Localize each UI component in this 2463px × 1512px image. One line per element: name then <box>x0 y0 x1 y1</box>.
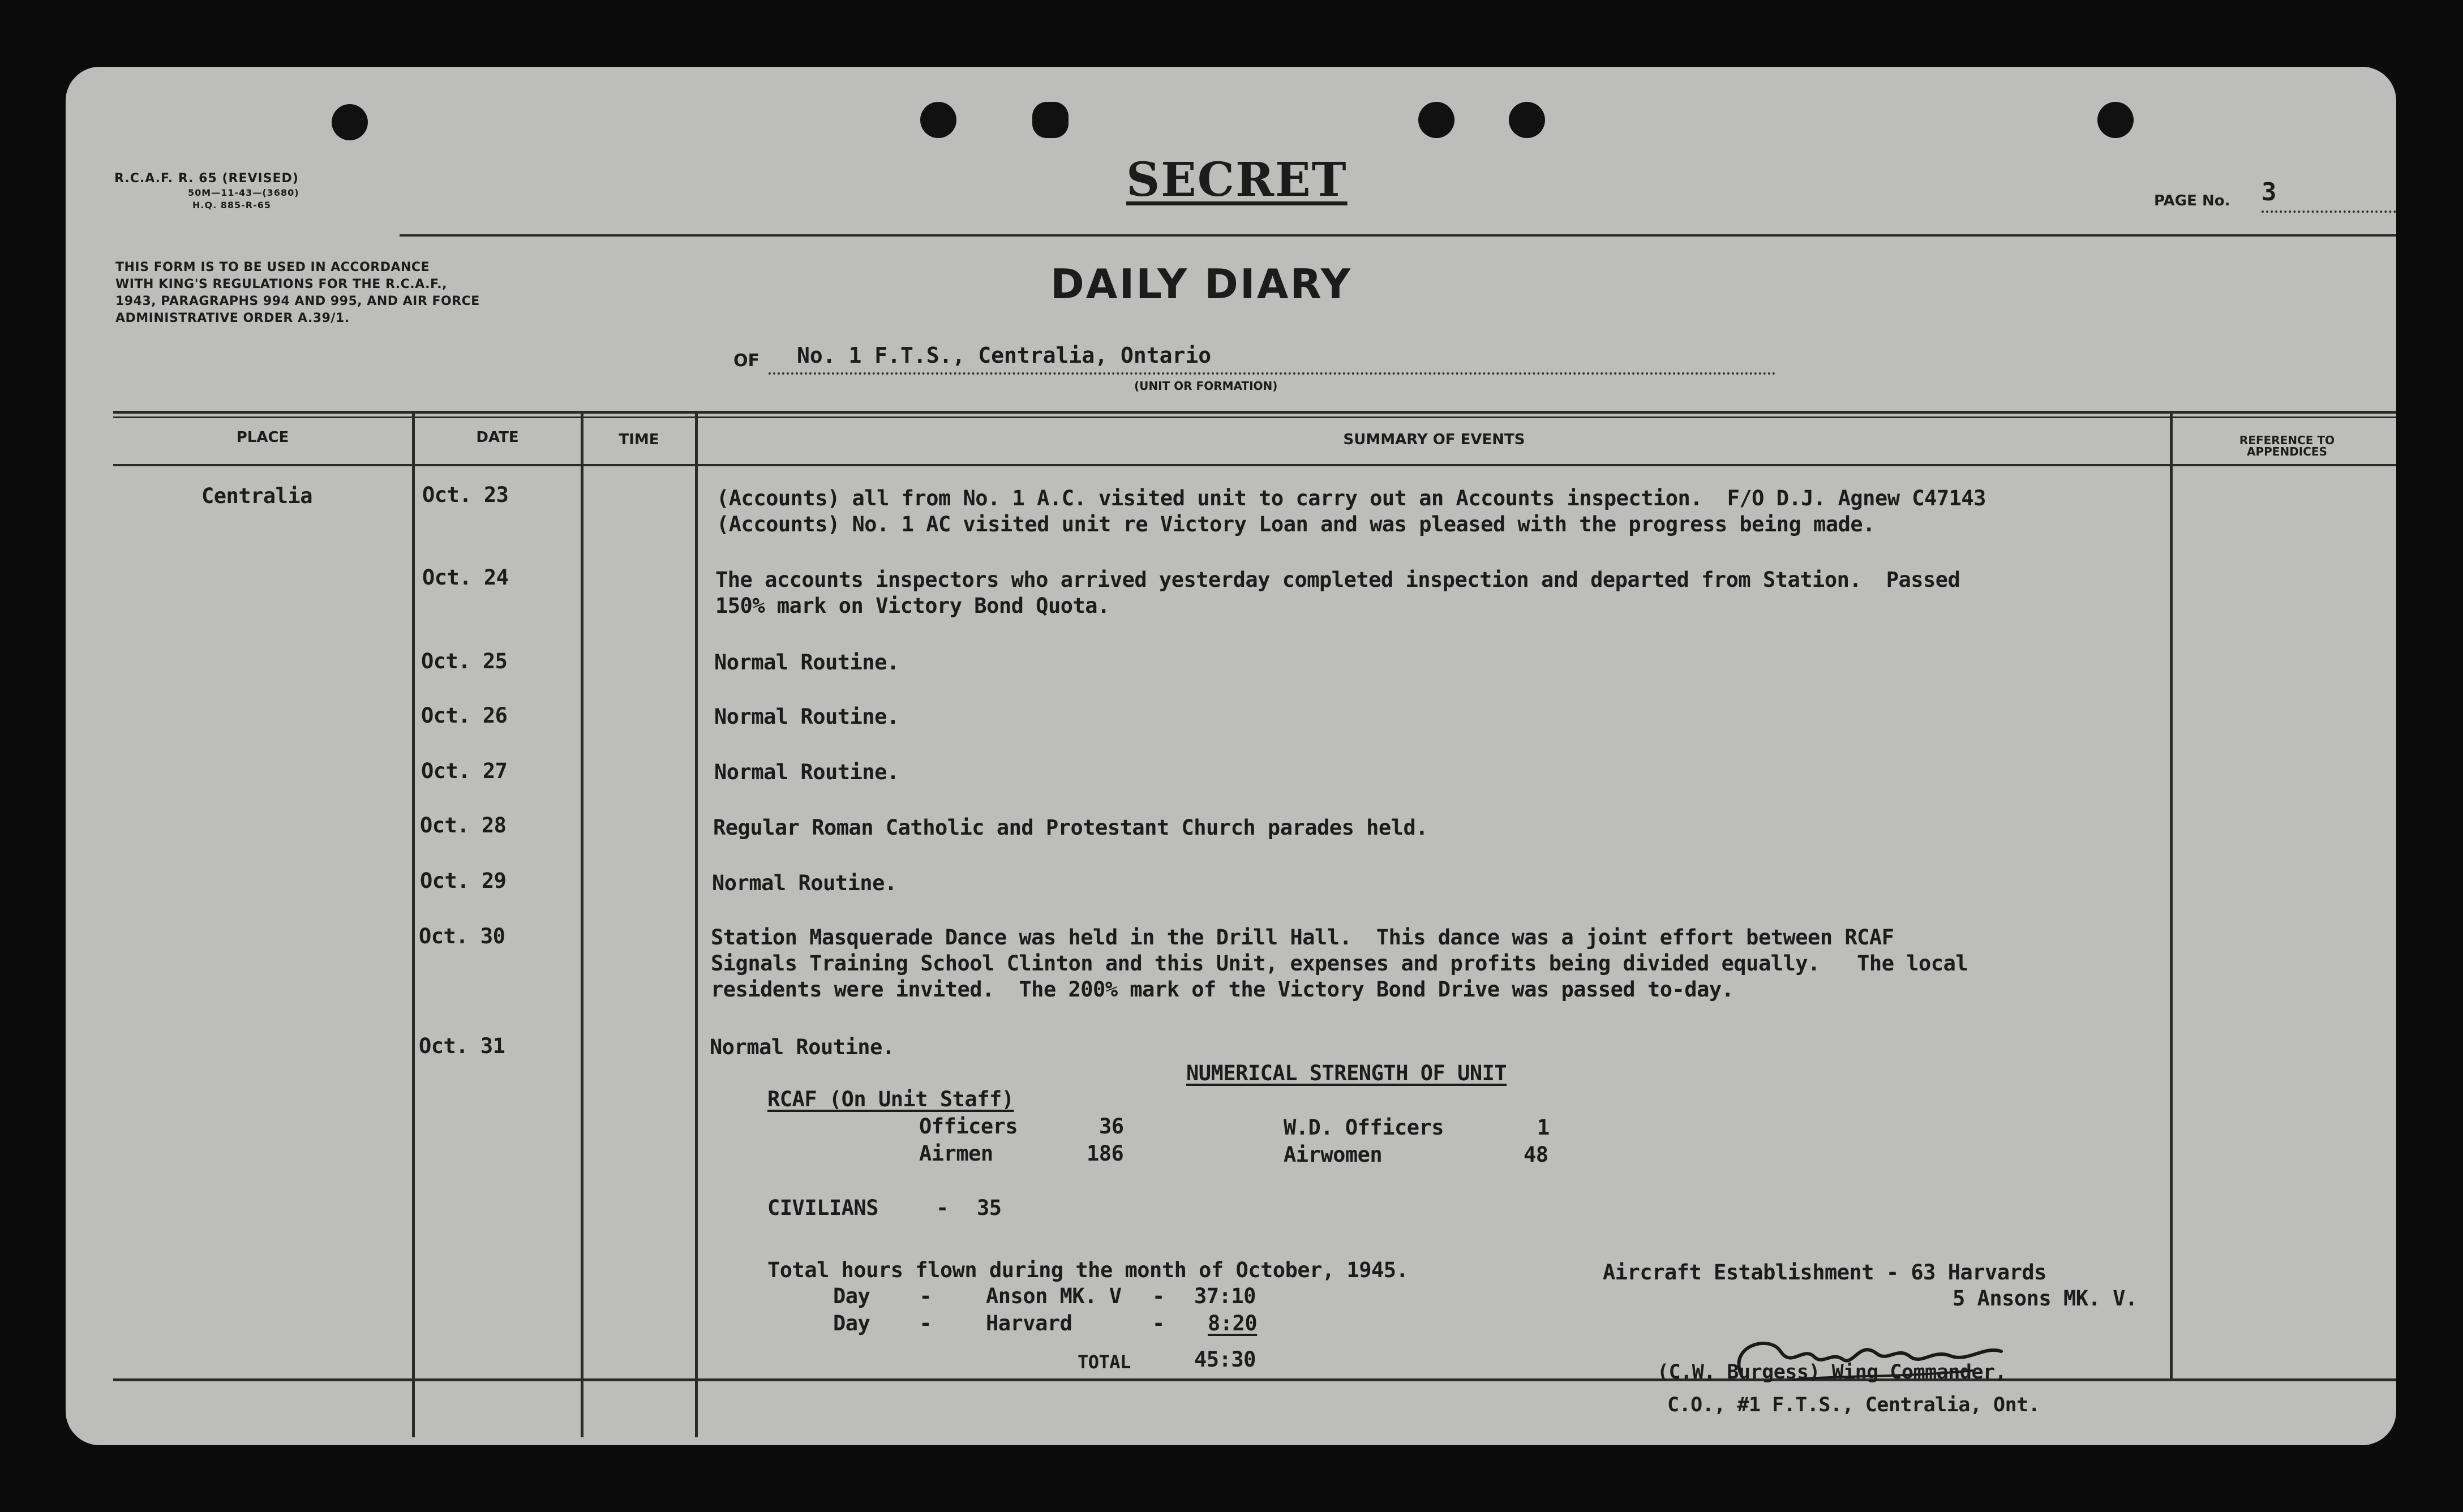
form-number: R.C.A.F. R. 65 (REVISED) <box>114 171 299 186</box>
officers-label: Officers <box>919 1114 1018 1139</box>
entry-date: Oct. 24 <box>422 565 509 590</box>
flying-row-type: Anson MK. V <box>986 1284 1122 1308</box>
page-number-value: 3 <box>2262 178 2277 207</box>
airmen-value: 186 <box>1087 1141 1124 1166</box>
notice-line: THIS FORM IS TO BE USED IN ACCORDANCE <box>115 260 430 274</box>
rcaf-label: RCAF (On Unit Staff) <box>767 1087 1014 1111</box>
airmen-label: Airmen <box>919 1141 993 1166</box>
table-header-rule <box>113 464 2396 466</box>
entry-date: Oct. 29 <box>420 869 507 893</box>
reference-header-line: REFERENCE TO <box>2239 433 2335 447</box>
civilians-label: CIVILIANS <box>767 1196 878 1220</box>
form-code: 50M—11-43—(3680) <box>188 187 299 198</box>
flying-row-hours: 8:20 <box>1208 1311 1258 1335</box>
flying-row-dash: - <box>1152 1311 1165 1335</box>
signature-title: C.O., #1 F.T.S., Centralia, Ont. <box>1667 1394 2040 1416</box>
flying-total-line: Total hours flown during the month of October, 1945. <box>767 1258 1409 1282</box>
civilians-dash: - <box>936 1196 949 1220</box>
airwomen-label: Airwomen <box>1284 1142 1383 1167</box>
entry-text: Regular Roman Catholic and Protestant Church parades held. <box>713 815 1428 840</box>
notice-line: WITH KING'S REGULATIONS FOR THE R.C.A.F., <box>115 277 447 291</box>
entry-text: The accounts inspectors who arrived yesterday completed inspection and departed from Station. Passed <box>715 568 1960 592</box>
entry-date: Oct. 25 <box>421 649 508 673</box>
flying-row-hours: 37:10 <box>1194 1284 1256 1308</box>
header-rule <box>400 234 2396 237</box>
flying-row-dash: - <box>1152 1284 1165 1308</box>
unit-name: No. 1 F.T.S., Centralia, Ontario <box>797 343 1212 368</box>
diary-form-card <box>66 67 2396 1445</box>
punch-hole <box>920 102 956 138</box>
column-header-reference <box>2174 435 2396 457</box>
page-number-line <box>2262 211 2396 213</box>
entry-date: Oct. 28 <box>420 813 507 837</box>
entry-text: Normal Routine. <box>712 871 897 895</box>
punch-hole <box>1509 102 1545 138</box>
aircraft-establishment: 5 Ansons MK. V. <box>1953 1286 2138 1311</box>
table-bottom-rule <box>113 1378 2396 1381</box>
punch-hole <box>2097 102 2134 138</box>
column-divider <box>412 413 415 1437</box>
entry-text: (Accounts) No. 1 AC visited unit re Victory Loan and was pleased with the progress being made. <box>716 512 1875 536</box>
flying-total-label: TOTAL <box>1078 1351 1131 1373</box>
flying-total-hours: 45:30 <box>1194 1347 1256 1372</box>
entry-text: Signals Training School Clinton and this Unit, expenses and profits being divided equally. The local <box>711 951 1968 976</box>
column-divider <box>2170 413 2173 1381</box>
flying-row-type: Harvard <box>986 1311 1072 1335</box>
column-divider <box>581 413 583 1437</box>
form-code: H.Q. 885-R-65 <box>192 200 271 211</box>
entry-text: (Accounts) all from No. 1 A.C. visited unit to carry out an Accounts inspection. F/O D.J. Agnew C47143 <box>716 486 1986 510</box>
wd-officers-value: 1 <box>1537 1115 1550 1140</box>
reference-header-line: APPENDICES <box>2247 445 2327 458</box>
flying-row-label: Day - <box>833 1311 932 1335</box>
wd-officers-label: W.D. Officers <box>1284 1115 1444 1140</box>
flying-row-label: Day - <box>833 1284 932 1308</box>
page-number-label: PAGE No. <box>2154 192 2230 209</box>
punch-hole <box>332 104 368 140</box>
column-header-time: TIME <box>619 431 659 448</box>
entry-text: Station Masquerade Dance was held in the Drill Hall. This dance was a joint effort between RCAF <box>711 925 1894 950</box>
column-header-summary: SUMMARY OF EVENTS <box>1343 431 1525 448</box>
table-top-rule <box>113 411 2396 414</box>
unit-line <box>769 372 1776 375</box>
column-divider <box>695 413 698 1437</box>
civilians-value: 35 <box>977 1196 1002 1220</box>
notice-line: ADMINISTRATIVE ORDER A.39/1. <box>115 311 350 325</box>
place-value: Centralia <box>201 484 312 508</box>
column-header-date: DATE <box>476 429 519 446</box>
table-top-rule <box>113 416 2396 418</box>
airwomen-value: 48 <box>1524 1142 1548 1167</box>
punch-hole <box>1032 102 1069 138</box>
strength-heading: NUMERICAL STRENGTH OF UNIT <box>1186 1061 1507 1085</box>
column-header-place: PLACE <box>236 429 289 446</box>
punch-hole <box>1418 102 1454 138</box>
entry-date: Oct. 30 <box>419 924 505 948</box>
aircraft-establishment: Aircraft Establishment - 63 Harvards <box>1603 1260 2046 1285</box>
entry-text: Normal Routine. <box>710 1035 895 1059</box>
entry-text: Normal Routine. <box>714 650 899 675</box>
entry-date: Oct. 27 <box>421 759 508 783</box>
entry-date: Oct. 23 <box>422 483 509 507</box>
officers-value: 36 <box>1099 1114 1124 1139</box>
unit-caption: (UNIT OR FORMATION) <box>1134 379 1278 393</box>
entry-text: residents were invited. The 200% mark of the Victory Bond Drive was passed to-day. <box>711 977 1734 1002</box>
entry-text: 150% mark on Victory Bond Quota. <box>715 594 1110 618</box>
entry-text: Normal Routine. <box>714 705 899 729</box>
entry-date: Oct. 26 <box>421 703 508 728</box>
entry-date: Oct. 31 <box>419 1034 505 1058</box>
of-label: OF <box>733 351 760 371</box>
entry-text: Normal Routine. <box>714 760 899 784</box>
form-title: DAILY DIARY <box>1050 260 1353 308</box>
classification-heading: SECRET <box>1126 153 1348 207</box>
notice-line: 1943, PARAGRAPHS 994 AND 995, AND AIR FORCE <box>115 294 480 308</box>
signature-name: (C.W. Burgess) Wing Commander, <box>1657 1361 2007 1384</box>
form-notice <box>115 259 546 327</box>
